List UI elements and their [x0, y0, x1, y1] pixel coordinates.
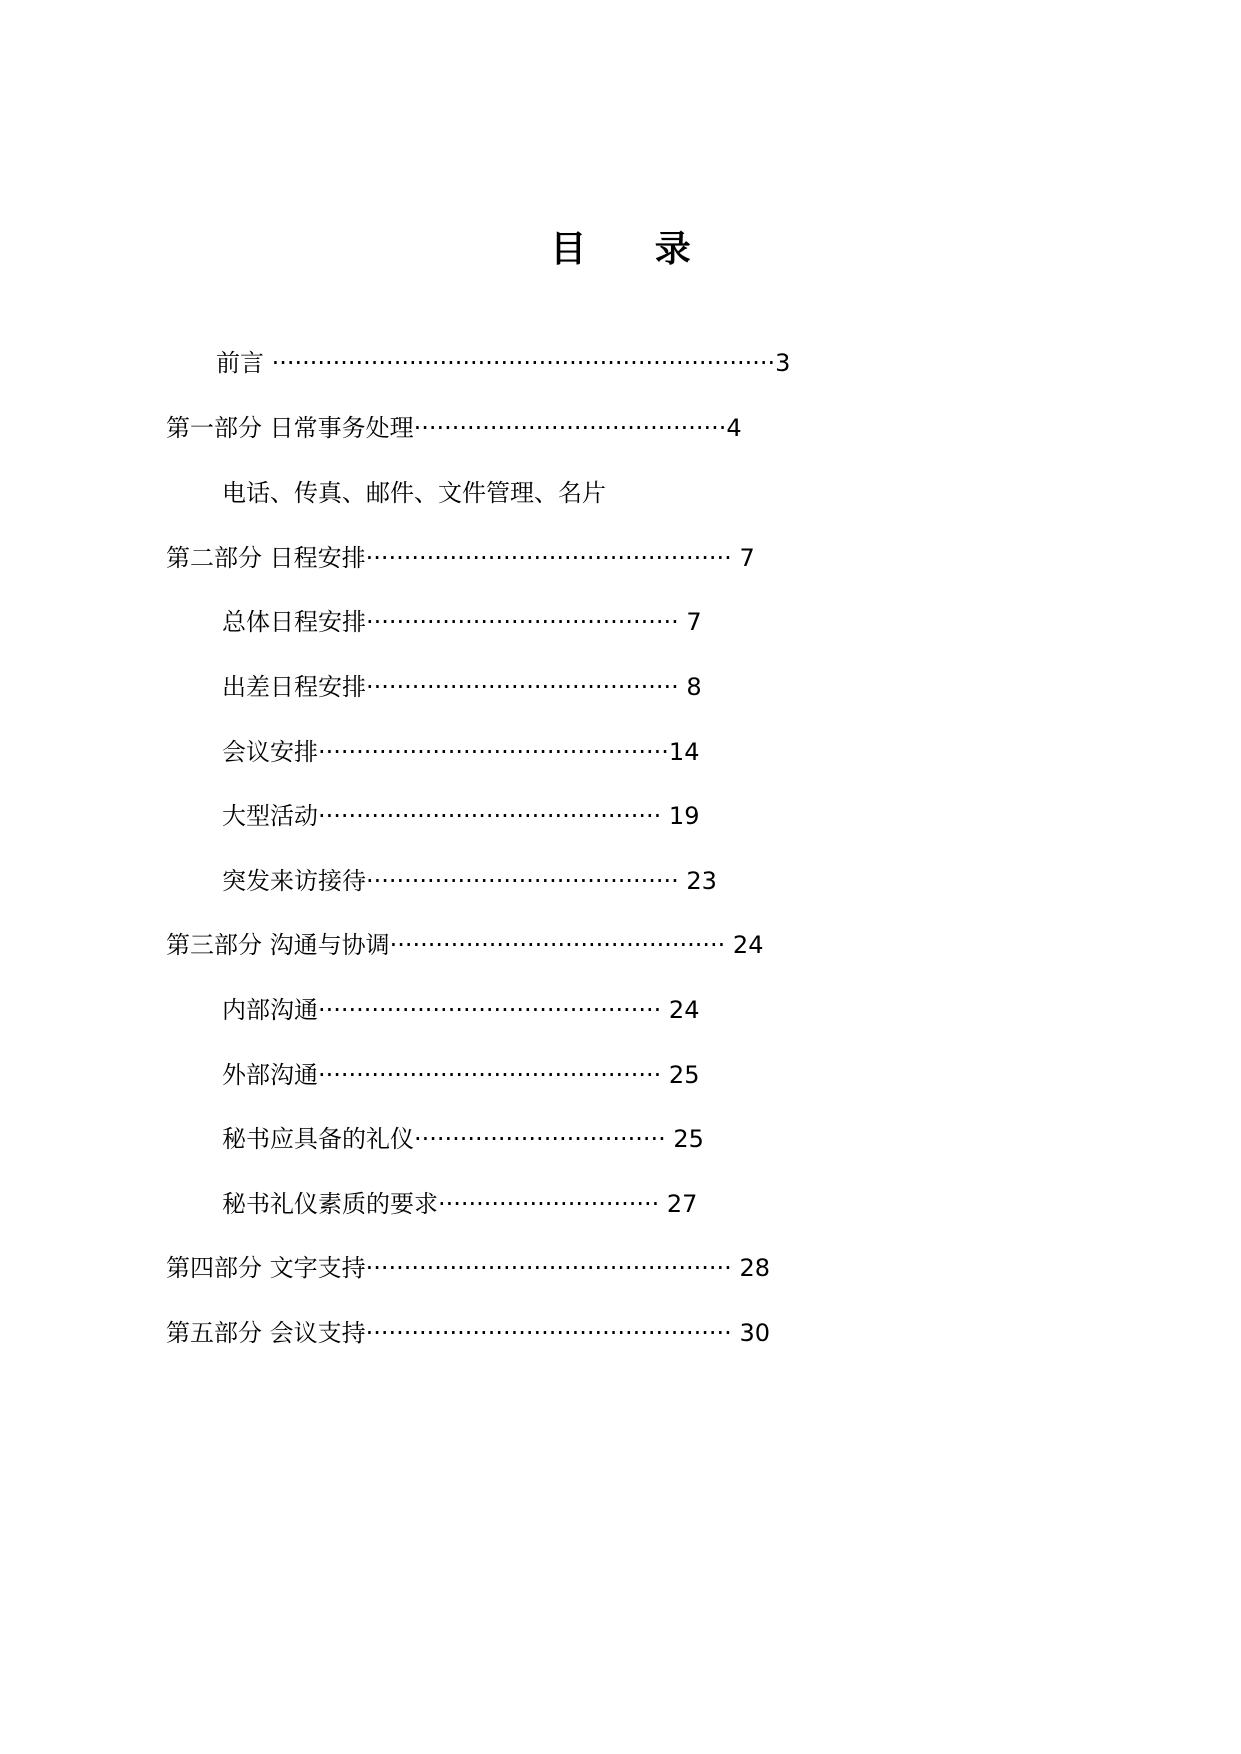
toc-entry-text: 第五部分 会议支持················································ 30	[166, 1319, 770, 1347]
toc-entry-external-communication	[222, 1060, 699, 1090]
toc-entry-overall-schedule	[222, 607, 702, 637]
toc-entry-text: 外部沟通············································· 25	[222, 1061, 700, 1089]
toc-entry-major-events	[222, 801, 699, 831]
toc-entry-etiquette-requirements	[222, 1189, 697, 1219]
toc-entry-travel-schedule	[222, 672, 702, 702]
toc-entry-meeting-arrangement	[222, 737, 699, 767]
toc-entry-text: 出差日程安排········································· 8	[222, 673, 702, 701]
toc-entry-preface	[216, 348, 790, 378]
toc-title: 目 录	[550, 229, 719, 270]
toc-entry-text: 电话、传真、邮件、文件管理、名片	[222, 479, 606, 507]
toc-entry-text: 总体日程安排········································· 7	[222, 608, 702, 636]
toc-entry-text: 第一部分 日常事务处理·········································4	[166, 414, 742, 442]
toc-entry-part-1	[166, 413, 742, 443]
toc-entry-part-1-topics	[222, 478, 606, 508]
toc-entry-text: 前言 ··································································3	[216, 349, 791, 377]
toc-entry-text: 大型活动············································· 19	[222, 802, 700, 830]
toc-entry-text: 第四部分 文字支持················································ 28	[166, 1254, 770, 1282]
toc-entry-internal-communication	[222, 995, 699, 1025]
toc-entry-part-2	[166, 543, 755, 573]
toc-entry-text: 突发来访接待········································· 23	[222, 867, 717, 895]
toc-entry-part-3	[166, 930, 763, 960]
toc-entry-text: 第三部分 沟通与协调············································ 24	[166, 931, 764, 959]
toc-entry-text: 秘书礼仪素质的要求····························· 27	[222, 1190, 698, 1218]
toc-entry-text: 第二部分 日程安排················································ 7	[166, 544, 755, 572]
toc-entry-part-4	[166, 1253, 770, 1283]
toc-entry-text: 秘书应具备的礼仪································· 25	[222, 1125, 704, 1153]
toc-entry-unexpected-visitors	[222, 866, 717, 896]
toc-entry-part-5	[166, 1318, 770, 1348]
toc-entry-text: 会议安排··············································14	[222, 738, 700, 766]
toc-entry-secretary-etiquette	[222, 1124, 704, 1154]
toc-entry-text: 内部沟通············································· 24	[222, 996, 700, 1024]
